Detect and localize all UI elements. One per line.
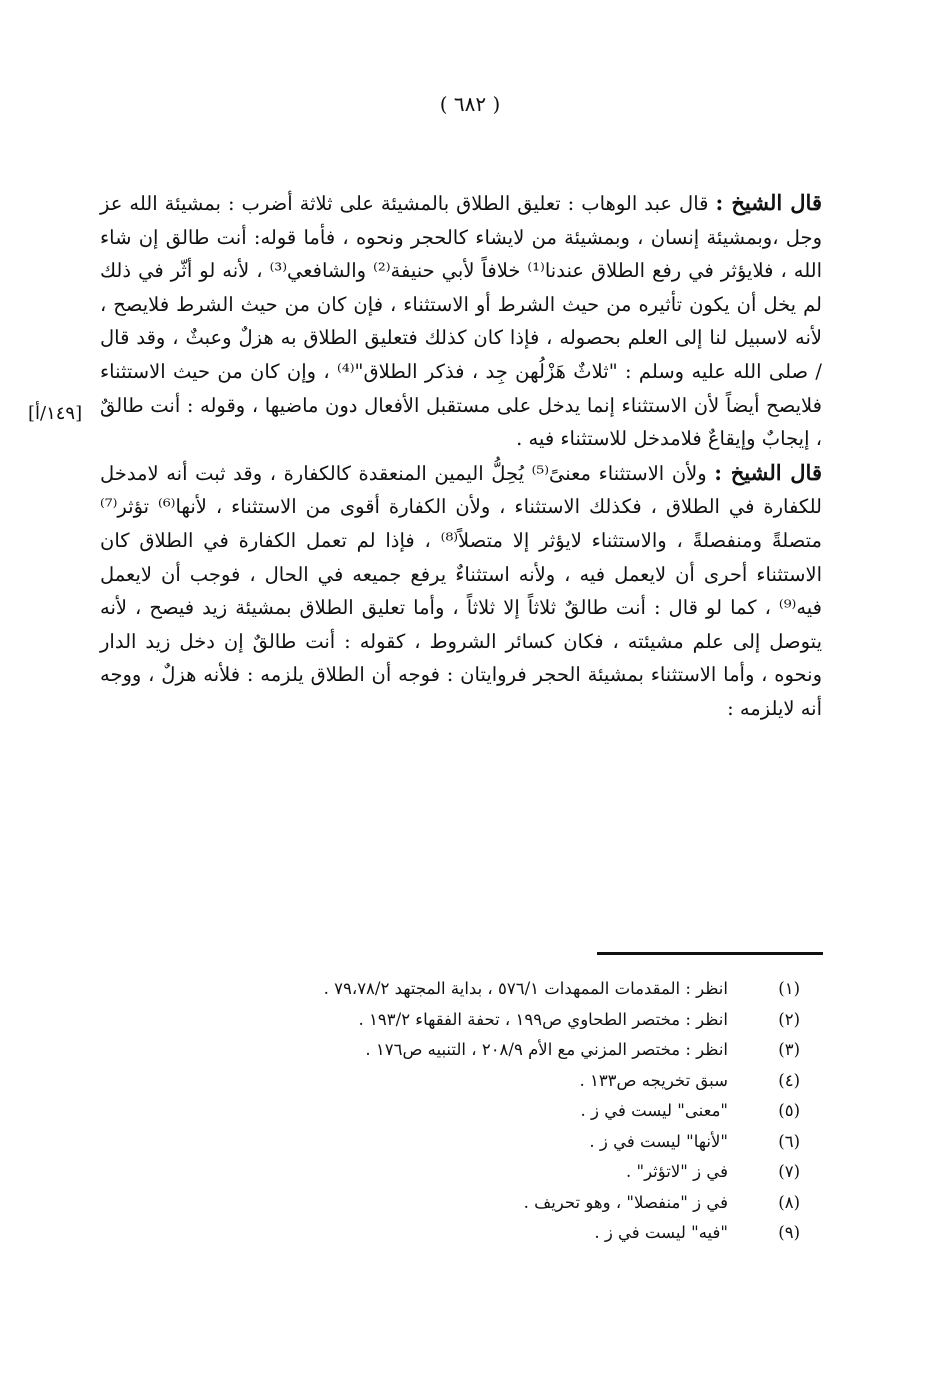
footnote-number: (٤) [778,1070,800,1090]
footnote [300,1157,800,1188]
paragraph-1 [100,186,822,456]
footnote [300,1127,800,1158]
footnote [300,974,800,1005]
footnote-number: (٦) [778,1131,800,1151]
footnote [300,1096,800,1127]
footnote-text: "فيه" ليست في ز . [594,1223,728,1242]
footnote [300,1066,800,1097]
footnote-text: "لأنها" ليست في ز . [589,1131,728,1151]
footnote-number: (٩) [778,1223,800,1242]
footnotes-list [300,974,800,1249]
footnote [300,1188,800,1219]
footnote-number: (٣) [778,1040,800,1059]
footnote-text: في ز "منفصلا" ، وهو تحريف . [523,1192,728,1212]
footnote [300,1005,800,1036]
footnote-text: انظر : مختصر الطحاوي ص١٩٩ ، تحفة الفقهاء ١٩٣/٢ . [358,1009,728,1029]
paragraph-text: ولأن الاستثناء معنىً⁽⁵⁾ يُحِلُّ اليمين المنعقدة كالكفارة ، وقد ثبت أنه لامدخل للكفارة في الطلاق ، فكذلك الاستثناء ، ولأن الكفارة أقوى من الاستثناء ، لأنها⁽⁶⁾ تؤثر⁽⁷⁾ متصلةً ومنفصلةً ، والاستثناء لايؤثر إلا متصلاً⁽⁸⁾ ، فإذا لم تعمل الكفارة في الطلاق كان الاستثناء أحرى أن لايعمل فيه ، ولأنه استثناءٌ يرفع جميعه في الحال ، فوجب أن لايعمل فيه⁽⁹⁾ ، كما لو قال : أنت طالقٌ ثلاثاً إلا ثلاثاً ، وأما تعليق الطلاق بمشيئة زيد فيصح ، لأنه يتوصل إلى علم مشيئته ، فكان كسائر الشروط ، كقوله : أنت طالقٌ إن دخل زيد الدار ونحوه ، وأما الاستثناء بمشيئة الحجر فروايتان : فوجه أن الطلاق يلزمه : فلأنه هزلٌ ، ووجه أنه لايلزمه : [100,461,822,720]
footnote-text: سبق تخريجه ص١٣٣ . [579,1070,728,1090]
paragraph-2 [100,456,822,726]
footnote-text: في ز "لاتؤثر" . [626,1162,728,1181]
folio-marker: [١٤٩/أ] [28,403,83,424]
footnote-number: (١) [778,979,800,998]
paragraph-text: قال عبد الوهاب : تعليق الطلاق بالمشيئة على ثلاثة أضرب : بمشيئة الله عز وجل ،وبمشيئة إنسان ، وبمشيئة من لايشاء كالحجر ونحوه ، فأما قوله: أنت طالق إن شاء الله ، فلايؤثر في رفع الطلاق عندنا⁽¹⁾ خلافاً لأبي حنيفة⁽²⁾ والشافعي⁽³⁾ ، لأنه لو أثّر في ذلك لم يخل أن يكون تأثيره من حيث الشرط أو الاستثناء ، فإن كان من حيث الشرط فلايصح ، لأنه لاسبيل لنا إلى العلم بحصوله ، فإذا كان كذلك فتعليق الطلاق به هزلٌ وعبثٌ ، وقد قال / صلى الله عليه وسلم : "ثلاثٌ هَزْلُهن جِد ، فذكر الطلاق"⁽⁴⁾ ، وإن كان من حيث الاستثناء فلايصح أيضاً لأن الاستثناء إنما يدخل على مستقبل الأفعال دون ماضيها ، وقوله : أنت طالقٌ ، إيجابٌ وإيقاعٌ فلامدخل للاستثناء فيه . [100,192,823,451]
page-number: ( ٦٨٢ ) [439,92,501,116]
footnote [300,1218,800,1249]
footnote-number: (٧) [778,1162,800,1181]
footnote-text: انظر : المقدمات الممهدات ٥٧٦/١ ، بداية المجتهد ٧٩،٧٨/٢ . [323,979,728,998]
footnote-rule [597,952,823,955]
footnote-text: "معنى" ليست في ز . [580,1101,728,1120]
footnote-number: (٥) [778,1101,800,1120]
footnote-text: انظر : مختصر المزني مع الأم ٢٠٨/٩ ، التنبيه ص١٧٦ . [365,1040,728,1059]
speaker-label: قال الشيخ : [714,459,822,485]
footnote-number: (٢) [778,1009,800,1029]
footnote-number: (٨) [778,1192,800,1212]
body-text [100,186,822,726]
speaker-label: قال الشيخ : [715,190,822,215]
footnote [300,1035,800,1066]
